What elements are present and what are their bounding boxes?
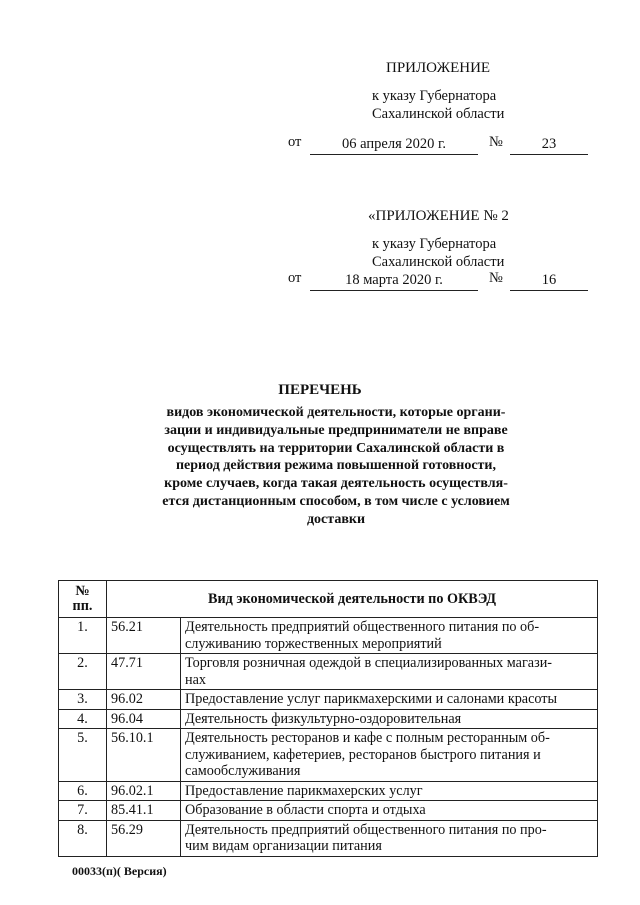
decree-number: 23 bbox=[510, 136, 588, 155]
activity-description bbox=[181, 709, 598, 729]
okved-code: 96.02.1 bbox=[107, 781, 181, 801]
from-label: от bbox=[288, 270, 302, 286]
subtitle-line: видов экономической деятельности, которые органи- bbox=[166, 405, 506, 420]
okved-code: 56.10.1 bbox=[107, 729, 181, 782]
okved-code: 96.02 bbox=[107, 690, 181, 710]
activity-line: Деятельность предприятий общественного питания по об- bbox=[185, 619, 540, 635]
activity-line: Деятельность ресторанов и кафе с полным ресторанным об- bbox=[185, 730, 550, 746]
appendix-title: ПРИЛОЖЕНИЕ bbox=[386, 60, 491, 76]
activity-line: Деятельность предприятий общественного питания по про- bbox=[185, 821, 547, 838]
activity-line: Деятельность физкультурно-оздоровительная bbox=[185, 710, 462, 727]
okved-code: 56.21 bbox=[107, 618, 181, 654]
activity-line: Предоставление парикмахерских услуг bbox=[185, 782, 423, 799]
okved-code: 85.41.1 bbox=[107, 801, 181, 821]
activity-description bbox=[181, 820, 598, 856]
number-label: № bbox=[489, 134, 503, 150]
subtitle-line: период действия режима повышенной готовности, bbox=[175, 458, 497, 474]
subtitle-line: зации и индивидуальные предприниматели не вправе bbox=[164, 422, 508, 438]
document-version-code: 00033(п)( Версия) bbox=[72, 864, 167, 878]
activity-description bbox=[181, 618, 598, 654]
table-row bbox=[59, 618, 598, 654]
activity-line: чим видам организации питания bbox=[185, 838, 382, 854]
appendix2-title: «ПРИЛОЖЕНИЕ № 2 bbox=[368, 208, 509, 224]
appendix2-date-number-row bbox=[288, 270, 588, 290]
column-header-activity: Вид экономической деятельности по ОКВЭД bbox=[107, 581, 598, 618]
okved-table bbox=[58, 580, 598, 857]
table-row bbox=[59, 781, 598, 801]
appendix2-decree-line1: к указу Губернатора bbox=[372, 236, 497, 252]
decree-reference-line1: к указу Губернатора bbox=[372, 88, 497, 104]
row-number: 4. bbox=[59, 709, 107, 729]
activity-line: служиванием, кафетериев, ресторанов быстрого питания и bbox=[185, 746, 541, 763]
activity-description bbox=[181, 781, 598, 801]
activity-description bbox=[181, 729, 598, 782]
table-row bbox=[59, 729, 598, 782]
activity-line: Торговля розничная одеждой в специализированных магази- bbox=[185, 655, 553, 671]
activity-line: Предоставление услуг парикмахерскими и салонами красоты bbox=[185, 691, 558, 707]
activity-line: самообслуживания bbox=[185, 763, 301, 779]
row-number: 2. bbox=[59, 654, 107, 690]
okved-code: 96.04 bbox=[107, 709, 181, 729]
header-number-line2: пп. bbox=[72, 598, 93, 614]
subtitle-line: доставки bbox=[306, 511, 366, 527]
row-number: 3. bbox=[59, 690, 107, 710]
table-row bbox=[59, 820, 598, 856]
activity-description bbox=[181, 654, 598, 690]
activity-line: служиванию торжественных мероприятий bbox=[185, 635, 442, 652]
okved-code: 47.71 bbox=[107, 654, 181, 690]
row-number: 5. bbox=[59, 729, 107, 782]
from-label: от bbox=[288, 134, 302, 150]
column-header-number bbox=[59, 581, 107, 618]
table-row bbox=[59, 709, 598, 729]
decree-reference-line2: Сахалинской области bbox=[372, 106, 505, 122]
row-number: 1. bbox=[59, 618, 107, 654]
table-row bbox=[59, 801, 598, 821]
okved-code: 56.29 bbox=[107, 820, 181, 856]
document-title: ПЕРЕЧЕНЬ bbox=[278, 382, 362, 398]
activity-description bbox=[181, 690, 598, 710]
decree-date: 06 апреля 2020 г. bbox=[310, 136, 478, 155]
row-number: 6. bbox=[59, 781, 107, 801]
activity-description bbox=[181, 801, 598, 821]
subtitle-line: кроме случаев, когда такая деятельность осуществля- bbox=[164, 476, 508, 492]
table-header-row bbox=[59, 581, 598, 618]
table-row bbox=[59, 690, 598, 710]
appendix2-number: 16 bbox=[510, 272, 588, 291]
activity-line: нах bbox=[185, 671, 206, 688]
appendix2-decree-line2: Сахалинской области bbox=[372, 254, 505, 270]
document-subtitle bbox=[138, 404, 534, 529]
subtitle-line: ется дистанционным способом, в том числе с условием bbox=[162, 493, 510, 509]
subtitle-line: осуществлять на территории Сахалинской области в bbox=[167, 440, 505, 456]
row-number: 7. bbox=[59, 801, 107, 821]
row-number: 8. bbox=[59, 820, 107, 856]
appendix2-date: 18 марта 2020 г. bbox=[310, 272, 478, 291]
activity-line: Образование в области спорта и отдыха bbox=[185, 802, 426, 818]
header-number-line1: № bbox=[75, 583, 90, 599]
decree-date-number-row bbox=[288, 134, 588, 154]
number-label: № bbox=[489, 270, 503, 286]
table-row bbox=[59, 654, 598, 690]
